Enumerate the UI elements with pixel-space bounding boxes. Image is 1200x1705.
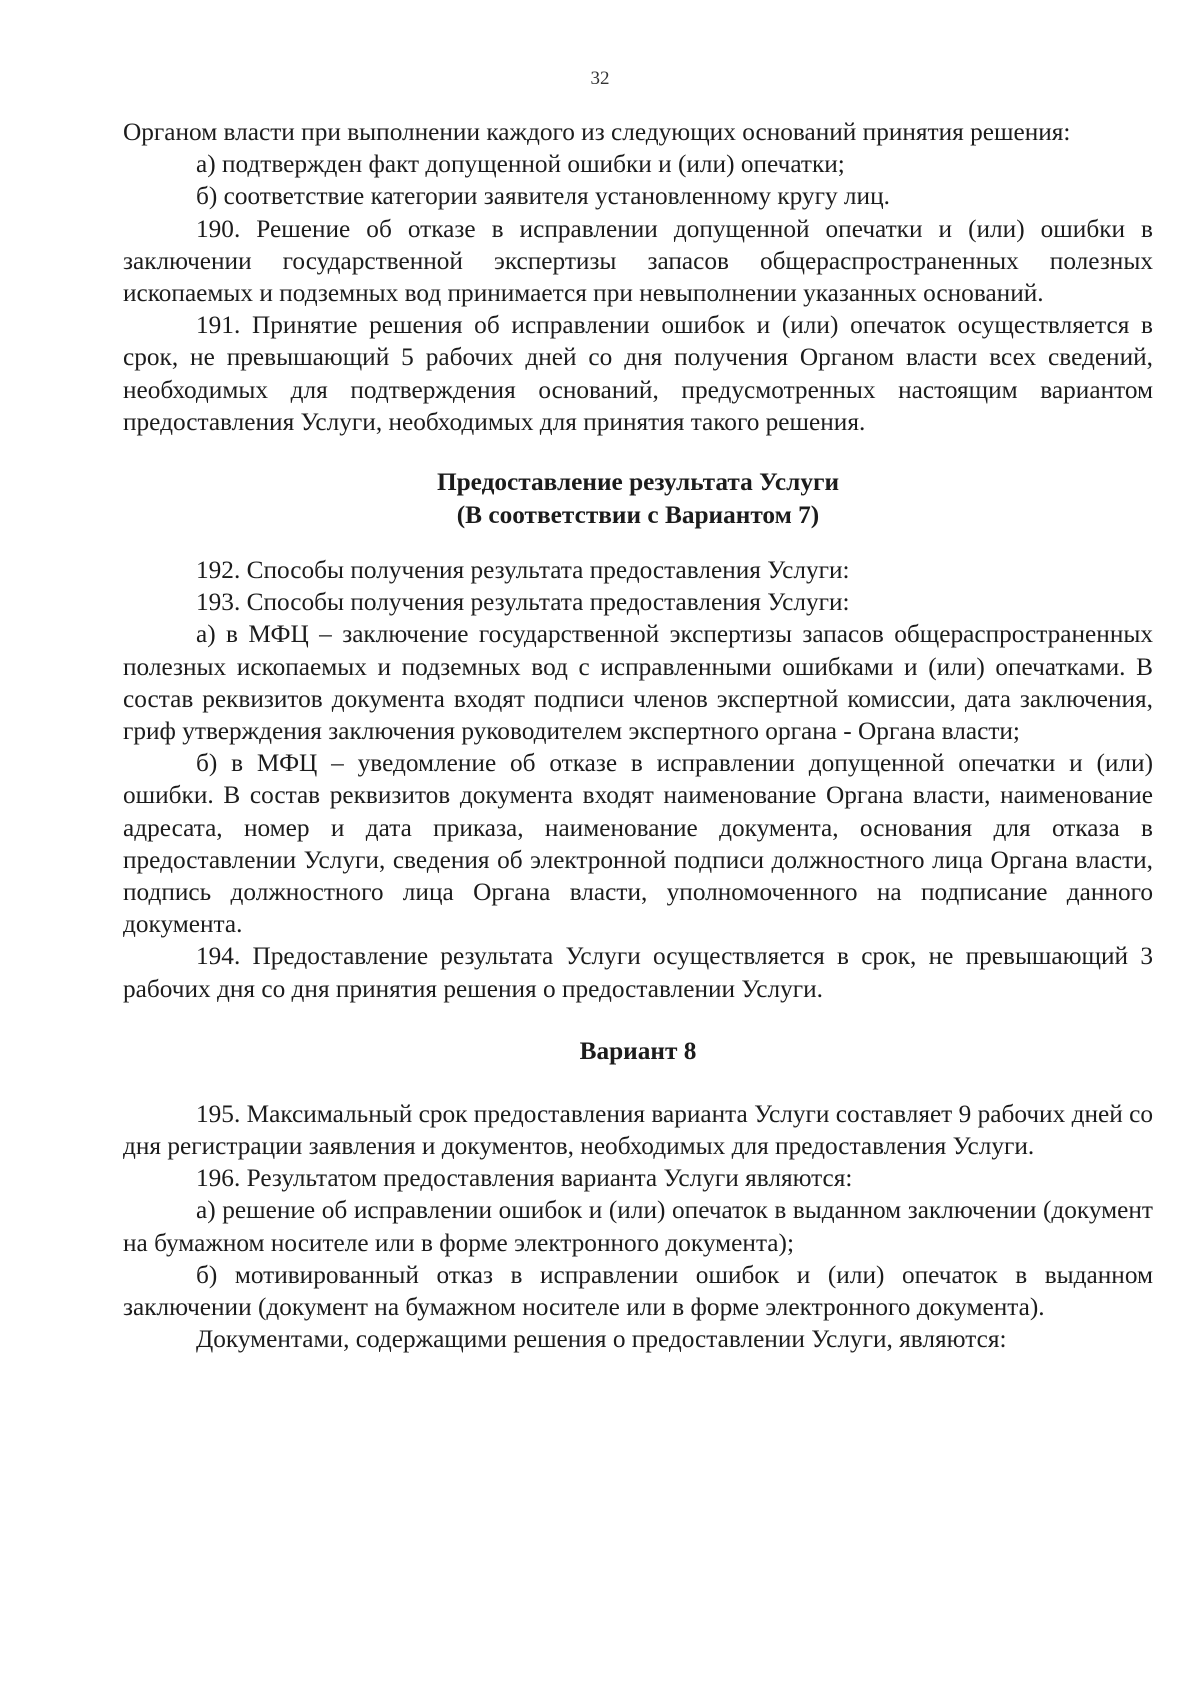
list-item-a-decision: а) решение об исправлении ошибок и (или) опечаток в выданном заключении (документ на бумажном носителе или в форме электронного документа); xyxy=(123,1196,1153,1257)
paragraph-191: 191. Принятие решения об исправлении ошибок и (или) опечаток осуществляется в срок, не превышающий 5 рабочих дней со дня получения Органом власти всех сведений, необходимых для подтверждения оснований, предусмотренных настоящим вариантом предоставления Услуги, необходимых для принятия такого решения. xyxy=(123,311,1153,436)
list-item-a: а) подтвержден факт допущенной ошибки и (или) опечатки; xyxy=(196,150,845,179)
list-item-b-mfc: б) в МФЦ – уведомление об отказе в исправлении допущенной опечатки и (или) ошибки. В состав реквизитов документа входят наименование Органа власти, наименование адресата, номер и дата приказа, наименование документа, основания для отказа в предоставлении Услуги, сведения об электронной подписи должностного лица Органа власти, подпись должностного лица Органа власти, уполномоченного на подписание данного документа. xyxy=(123,749,1153,939)
list-item-b-refusal: б) мотивированный отказ в исправлении ошибок и (или) опечаток в выданном заключении (документ на бумажном носителе или в форме электронного документа). xyxy=(123,1260,1153,1322)
section-heading-variant-8: Вариант 8 xyxy=(579,1036,697,1065)
paragraph-192: 192. Способы получения результата предоставления Услуги: xyxy=(196,556,850,585)
document-body xyxy=(123,116,1153,1356)
section-heading-result: Предоставление результата Услуги xyxy=(436,468,840,497)
list-item-a-mfc: а) в МФЦ – заключение государственной экспертизы запасов общераспространенных полезных ископаемых и подземных вод с исправленными ошибками и (или) опечатками. В состав реквизитов документа входят подписи членов экспертной комиссии, дата заключения, гриф утверждения заключения руководителем экспертного органа - Органа власти; xyxy=(123,620,1153,746)
paragraph-196: 196. Результатом предоставления варианта Услуги являются: xyxy=(196,1164,853,1193)
paragraph-continuation: Органом власти при выполнении каждого из следующих оснований принятия решения: xyxy=(123,118,1071,146)
paragraph-194: 194. Предоставление результата Услуги осуществляется в срок, не превышающий 3 рабочих дня со дня принятия решения о предоставлении Услуги. xyxy=(123,942,1153,1003)
paragraph-documents: Документами, содержащими решения о предоставлении Услуги, являются: xyxy=(196,1325,1007,1354)
list-item-b: б) соответствие категории заявителя установленному кругу лиц. xyxy=(196,182,890,211)
page-number: 32 xyxy=(590,68,610,89)
section-subheading-variant-7: (В соответствии с Вариантом 7) xyxy=(456,501,820,530)
paragraph-193: 193. Способы получения результата предоставления Услуги: xyxy=(196,588,850,617)
paragraph-195: 195. Максимальный срок предоставления варианта Услуги составляет 9 рабочих дней со дня регистрации заявления и документов, необходимых для предоставления Услуги. xyxy=(123,1099,1153,1161)
paragraph-190: 190. Решение об отказе в исправлении допущенной опечатки и (или) ошибки в заключении государственной экспертизы запасов общераспространенных полезных ископаемых и подземных вод принимается при невыполнении указанных оснований. xyxy=(123,214,1153,308)
